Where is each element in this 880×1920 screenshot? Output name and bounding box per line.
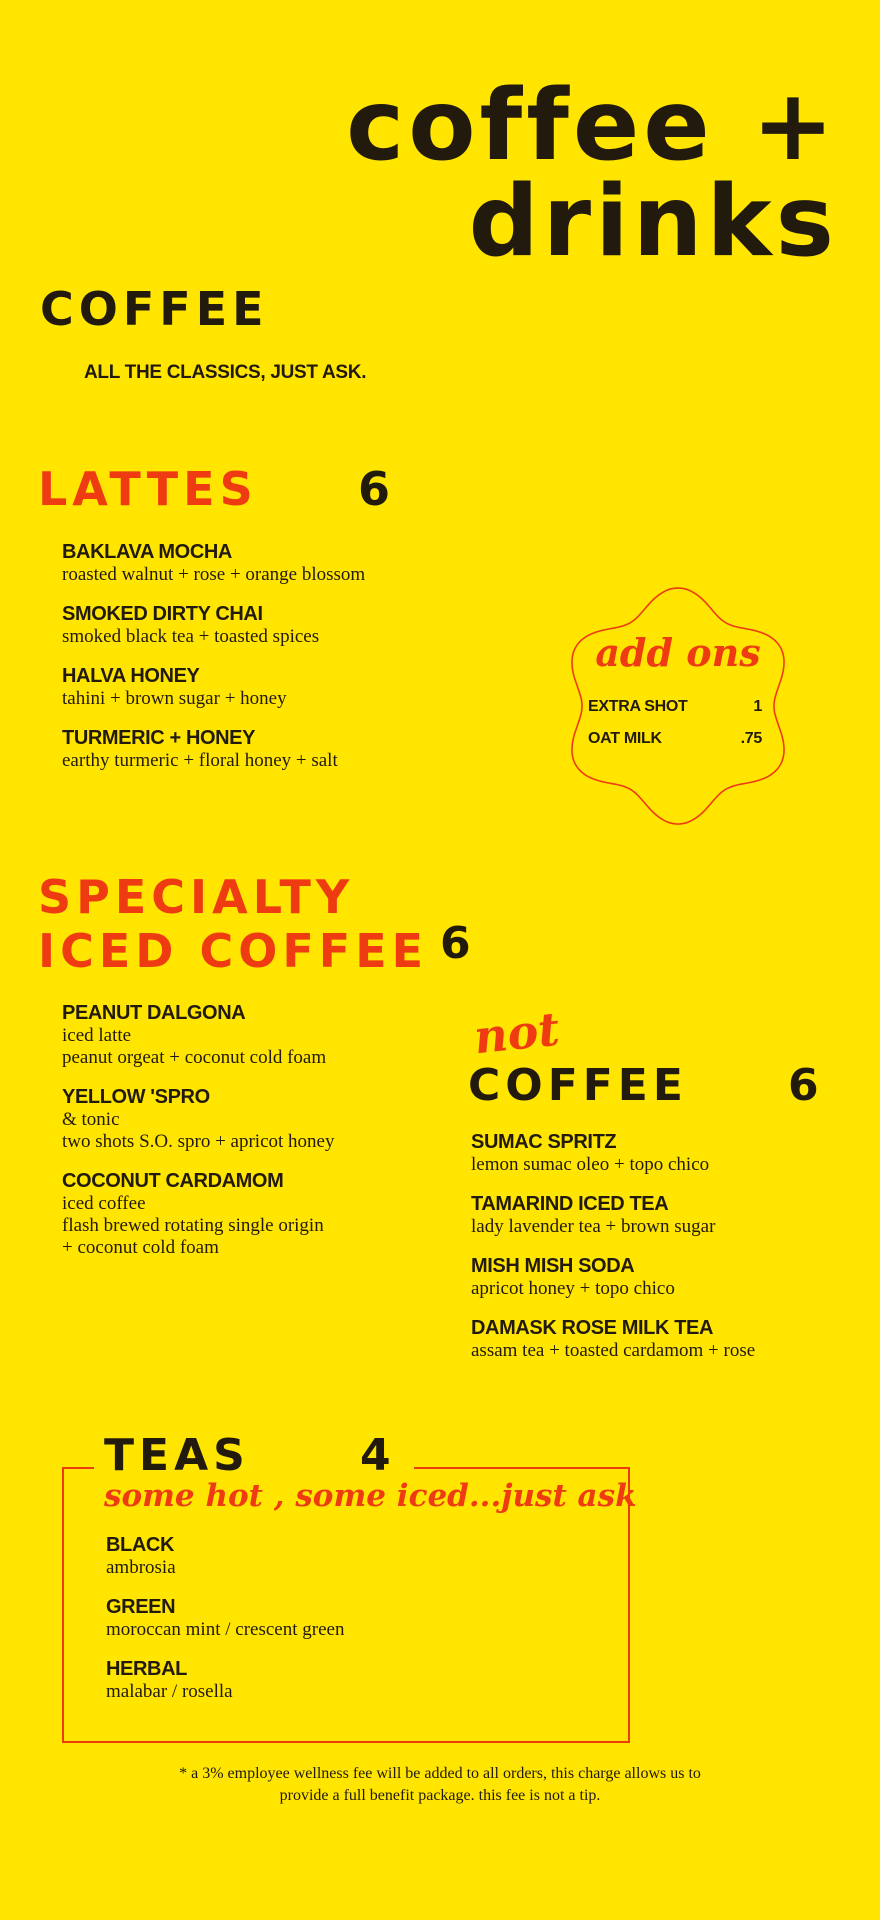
menu-item [62,603,482,648]
menu-item-name: DAMASK ROSE MILK TEA [471,1317,714,1339]
menu-item-description: flash brewed rotating single origin [62,1215,324,1236]
menu-item-description: earthy turmeric + floral honey + salt [62,750,338,771]
menu-item [471,1255,871,1300]
addon-name: OAT MILK [588,730,662,747]
menu-item [471,1131,871,1176]
specialty-title-line-1: SPECIALTY [38,870,355,924]
menu-item-description: assam tea + toasted cardamom + rose [471,1340,756,1361]
menu-item-name: SUMAC SPRITZ [471,1131,617,1153]
addon-row [588,730,762,748]
menu-item [62,541,482,586]
not-coffee-script: not [471,1001,562,1065]
teas-price: 4 [360,1430,391,1481]
teas-list [106,1534,546,1720]
menu-item-name: MISH MISH SODA [471,1255,635,1277]
menu-item-description: malabar / rosella [106,1681,233,1702]
menu-item [62,1170,442,1259]
menu-item-description: smoked black tea + toasted spices [62,626,320,647]
menu-item-description: apricot honey + topo chico [471,1278,675,1299]
menu-hero-title [238,69,838,279]
menu-item-description: moroccan mint / crescent green [106,1619,345,1640]
addons-title: add ons [595,630,761,675]
menu-item-name: YELLOW 'SPRO [62,1086,210,1108]
footnote [120,1763,760,1807]
specialty-list [62,1002,442,1276]
menu-item-name: HALVA HONEY [62,665,200,687]
menu-item-name: GREEN [106,1596,176,1618]
coffee-section-title: COFFEE [40,282,269,336]
hero-line-1: coffee + [346,69,838,183]
menu-item-description: lady lavender tea + brown sugar [471,1216,716,1237]
lattes-price: 6 [358,462,391,516]
menu-item-name: BLACK [106,1534,174,1556]
addon-row [588,698,762,716]
lattes-list [62,541,482,789]
addons-badge [546,574,810,838]
menu-item-description: roasted walnut + rose + orange blossom [62,564,366,585]
lattes-section-title: LATTES [38,462,258,516]
menu-item-description: lemon sumac oleo + topo chico [471,1154,710,1175]
menu-item-name: COCONUT CARDAMOM [62,1170,284,1192]
not-coffee-price: 6 [788,1060,819,1111]
addon-name: EXTRA SHOT [588,698,688,715]
menu-item [471,1317,871,1362]
menu-item-description: peanut orgeat + coconut cold foam [62,1047,327,1068]
menu-item-name: PEANUT DALGONA [62,1002,246,1024]
menu-item-description: + coconut cold foam [62,1237,219,1258]
menu-item [106,1658,546,1703]
menu-item [62,1002,442,1069]
teas-section-title: TEAS [104,1430,250,1481]
menu-item-name: BAKLAVA MOCHA [62,541,232,563]
specialty-title-line-2: ICED COFFEE [38,924,429,978]
menu-item-name: SMOKED DIRTY CHAI [62,603,263,625]
footnote-line-2: provide a full benefit package. this fee is not a tip. [279,1787,601,1804]
menu-item-name: HERBAL [106,1658,187,1680]
not-coffee-section-title: COFFEE [468,1060,688,1111]
footnote-line-1: * a 3% employee wellness fee will be added to all orders, this charge allows us to [179,1765,701,1782]
menu-item-name: TURMERIC + HONEY [62,727,256,749]
addon-price: .75 [740,730,762,747]
addons-list [588,698,762,762]
menu-item-description: iced latte [62,1025,132,1046]
not-coffee-list [471,1131,871,1379]
specialty-section-title [38,870,428,978]
menu-item [62,665,482,710]
menu-item-description: tahini + brown sugar + honey [62,688,287,709]
coffee-tagline: ALL THE CLASSICS, JUST ASK. [84,362,367,383]
menu-item [62,727,482,772]
addon-price: 1 [753,698,762,715]
menu-item-description: iced coffee [62,1193,146,1214]
menu-item-name: TAMARIND ICED TEA [471,1193,669,1215]
specialty-price: 6 [440,918,471,969]
menu-item [106,1596,546,1641]
menu-item-description: & tonic [62,1109,120,1130]
menu-item [62,1086,442,1153]
teas-script-tagline: some hot , some iced...just ask [104,1478,637,1514]
menu-item [106,1534,546,1579]
menu-item [471,1193,871,1238]
menu-item-description: ambrosia [106,1557,176,1578]
menu-item-description: two shots S.O. spro + apricot honey [62,1131,335,1152]
hero-line-2: drinks [468,165,838,279]
